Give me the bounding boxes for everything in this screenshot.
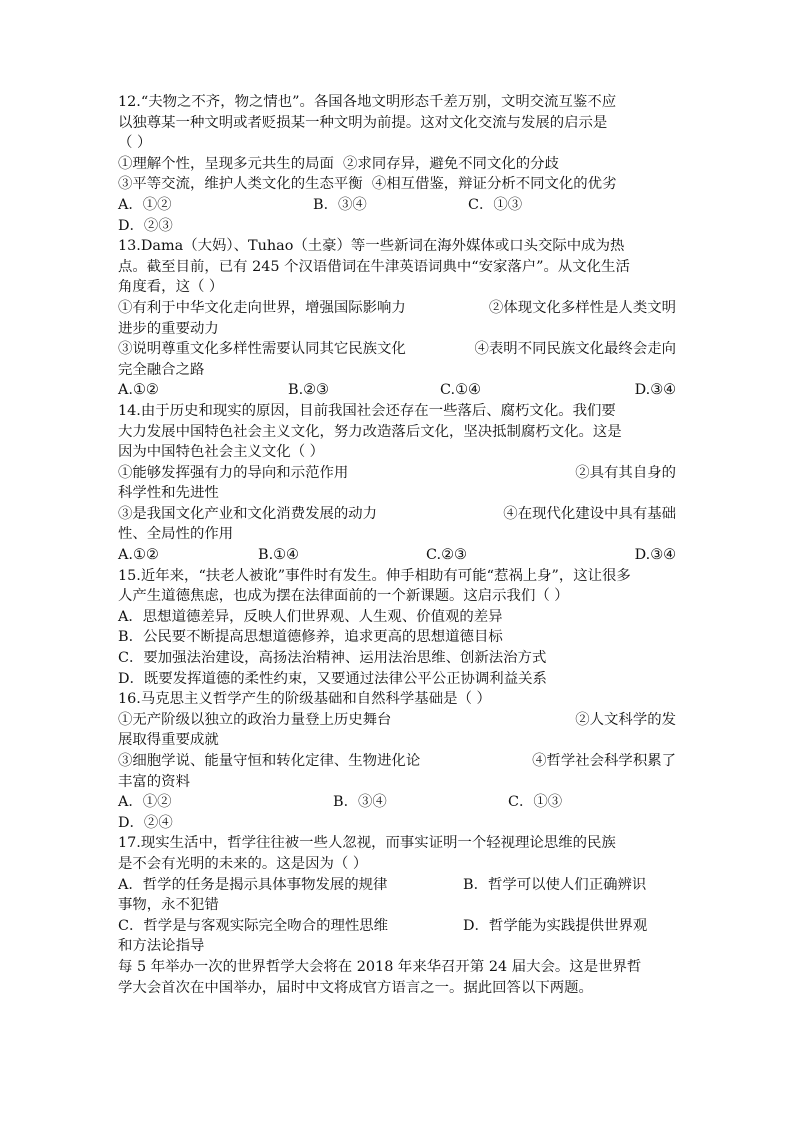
option-d: D．既要发挥道德的柔性约束，又要通过法律公平公正协调利益关系 — [118, 670, 547, 687]
option-d: D.③④ — [634, 382, 676, 399]
statement-line — [118, 154, 676, 175]
options-row — [118, 875, 676, 896]
option-b-cont: 事物，永不犯错 — [118, 897, 219, 914]
option-b: B.②③ — [288, 382, 329, 399]
question-13 — [118, 236, 676, 401]
statement-line — [118, 710, 676, 731]
question-stem: 大力发展中国特色社会主义文化，努力改造落后文化，坚决抵制腐朽文化。这是 — [118, 423, 622, 440]
question-stem: 13.Dama（大妈）、Tuhao（土豪）等一些新词在海外媒体或口头交际中成为热 — [118, 238, 625, 255]
option-d: D．②③ — [118, 217, 173, 234]
answer-blank: （ ） — [118, 135, 152, 152]
question-stem: 角度看，这（ ） — [118, 279, 224, 296]
option-a: A.①② — [118, 547, 159, 564]
question-stem: 15.近年来，“扶老人被讹”事件时有发生。伸手相助有可能“惹祸上身”，这让很多 — [118, 567, 631, 584]
statement-3: ③是我国文化产业和文化消费发展的动力 — [118, 505, 378, 522]
options-row — [118, 195, 676, 216]
option-c: C.①④ — [440, 382, 481, 399]
question-16 — [118, 689, 676, 833]
question-stem: 17.现实生活中，哲学往往被一些人忽视，而事实证明一个轻视理论思维的民族 — [118, 835, 616, 852]
question-stem: 因为中国特色社会主义文化（ ） — [118, 444, 325, 461]
exam-page — [118, 92, 676, 998]
option-b: B．哲学可以使人们正确辨识 — [463, 876, 647, 893]
statement-4-cont: 完全融合之路 — [118, 361, 205, 378]
option-c: C．哲学是与客观实际完全吻合的理性思维 — [118, 917, 389, 934]
option-d: D．哲学能为实践提供世界观 — [463, 917, 648, 934]
statement-2: ②具有其自身的 — [575, 464, 676, 481]
options-row — [118, 792, 676, 813]
statement-3: ③平等交流，维护人类文化的生态平衡 — [118, 176, 363, 193]
statement-line — [118, 174, 676, 195]
intro-line: 每 5 年举办一次的世界哲学大会将在 2018 年来华召开第 24 届大会。这是世界哲 — [118, 958, 642, 975]
option-d: D.③④ — [634, 547, 676, 564]
statement-2: ②求同存异，避免不同文化的分歧 — [343, 155, 559, 172]
options-row — [118, 380, 676, 401]
statement-2-cont: 进步的重要动力 — [118, 320, 219, 337]
question-14 — [118, 401, 676, 566]
statement-line — [118, 463, 676, 484]
statement-4: ④表明不同民族文化最终会走向 — [474, 341, 676, 358]
option-c: C．要加强法治建设，高扬法治精神、运用法治思维、创新法治方式 — [118, 650, 547, 667]
statement-2: ②人文科学的发 — [575, 711, 676, 728]
statement-line — [118, 298, 676, 319]
option-b: B．③④ — [313, 196, 367, 213]
statement-1: ①理解个性，呈现多元共生的局面 — [118, 155, 334, 172]
statement-1: ①无产阶级以独立的政治力量登上历史舞台 — [118, 711, 392, 728]
statement-2: ②体现文化多样性是人类文明 — [488, 299, 676, 316]
option-d-cont: 和方法论指导 — [118, 938, 205, 955]
question-stem: 16.马克思主义哲学产生的阶级基础和自然科学基础是（ ） — [118, 691, 491, 708]
option-d: D．②④ — [118, 814, 173, 831]
option-a: A．①② — [118, 196, 172, 213]
option-a: A．哲学的任务是揭示具体事物发展的规律 — [118, 876, 388, 893]
statement-4: ④哲学社会科学积累了 — [532, 753, 676, 769]
question-15 — [118, 566, 676, 690]
question-17 — [118, 833, 676, 957]
question-stem: 以独尊某一种文明或者贬损某一种文明为前提。这对文化交流与发展的启示是 — [118, 114, 608, 131]
options-row — [118, 545, 676, 566]
option-c: C．①③ — [508, 794, 563, 811]
option-a: A．①② — [118, 794, 172, 811]
statement-4: ④在现代化建设中具有基础 — [503, 505, 676, 522]
statement-line — [118, 339, 676, 360]
statement-2-cont: 科学性和先进性 — [118, 485, 219, 502]
options-row — [118, 916, 676, 937]
question-stem: 人产生道德焦虑，也成为摆在法律面前的一个新课题。这启示我们（ ） — [118, 588, 569, 605]
statement-line — [118, 504, 676, 525]
statement-3: ③细胞学说、能量守恒和转化定律、生物进化论 — [118, 753, 421, 769]
question-stem: 12.“夫物之不齐，物之情也”。各国各地文明形态千差万别，文明交流互鉴不应 — [118, 94, 617, 110]
option-b: B．公民要不断提高思想道德修养，追求更高的思想道德目标 — [118, 629, 503, 646]
question-stem: 是不会有光明的未来的。这是因为（ ） — [118, 855, 368, 872]
question-12 — [118, 92, 676, 236]
option-c: C．①③ — [468, 196, 523, 213]
reading-intro — [118, 957, 676, 998]
intro-line: 学大会首次在中国举办，届时中文将成官方语言之一。据此回答以下两题。 — [118, 979, 593, 996]
question-stem: 点。截至目前，已有 245 个汉语借词在牛津英语词典中“安家落户”。从文化生活 — [118, 258, 630, 275]
option-c: C.②③ — [426, 547, 467, 564]
option-b: B.①④ — [258, 547, 299, 564]
question-stem: 14.由于历史和现实的原因，目前我国社会还存在一些落后、腐朽文化。我们要 — [118, 402, 616, 419]
option-a: A.①② — [118, 382, 159, 399]
statement-4-cont: 丰富的资料 — [118, 773, 190, 790]
statement-4-cont: 性、全局性的作用 — [118, 526, 234, 543]
statement-1: ①能够发挥强有力的导向和示范作用 — [118, 464, 349, 481]
statement-3: ③说明尊重文化多样性需要认同其它民族文化 — [118, 341, 406, 358]
statement-line — [118, 751, 676, 772]
option-a: A．思想道德差异，反映人们世界观、人生观、价值观的差异 — [118, 608, 503, 625]
statement-4: ④相互借鉴，辩证分析不同文化的优劣 — [371, 176, 617, 193]
statement-1: ①有利于中华文化走向世界，增强国际影响力 — [118, 299, 406, 316]
option-b: B．③④ — [333, 794, 387, 811]
statement-2-cont: 展取得重要成就 — [118, 732, 219, 749]
